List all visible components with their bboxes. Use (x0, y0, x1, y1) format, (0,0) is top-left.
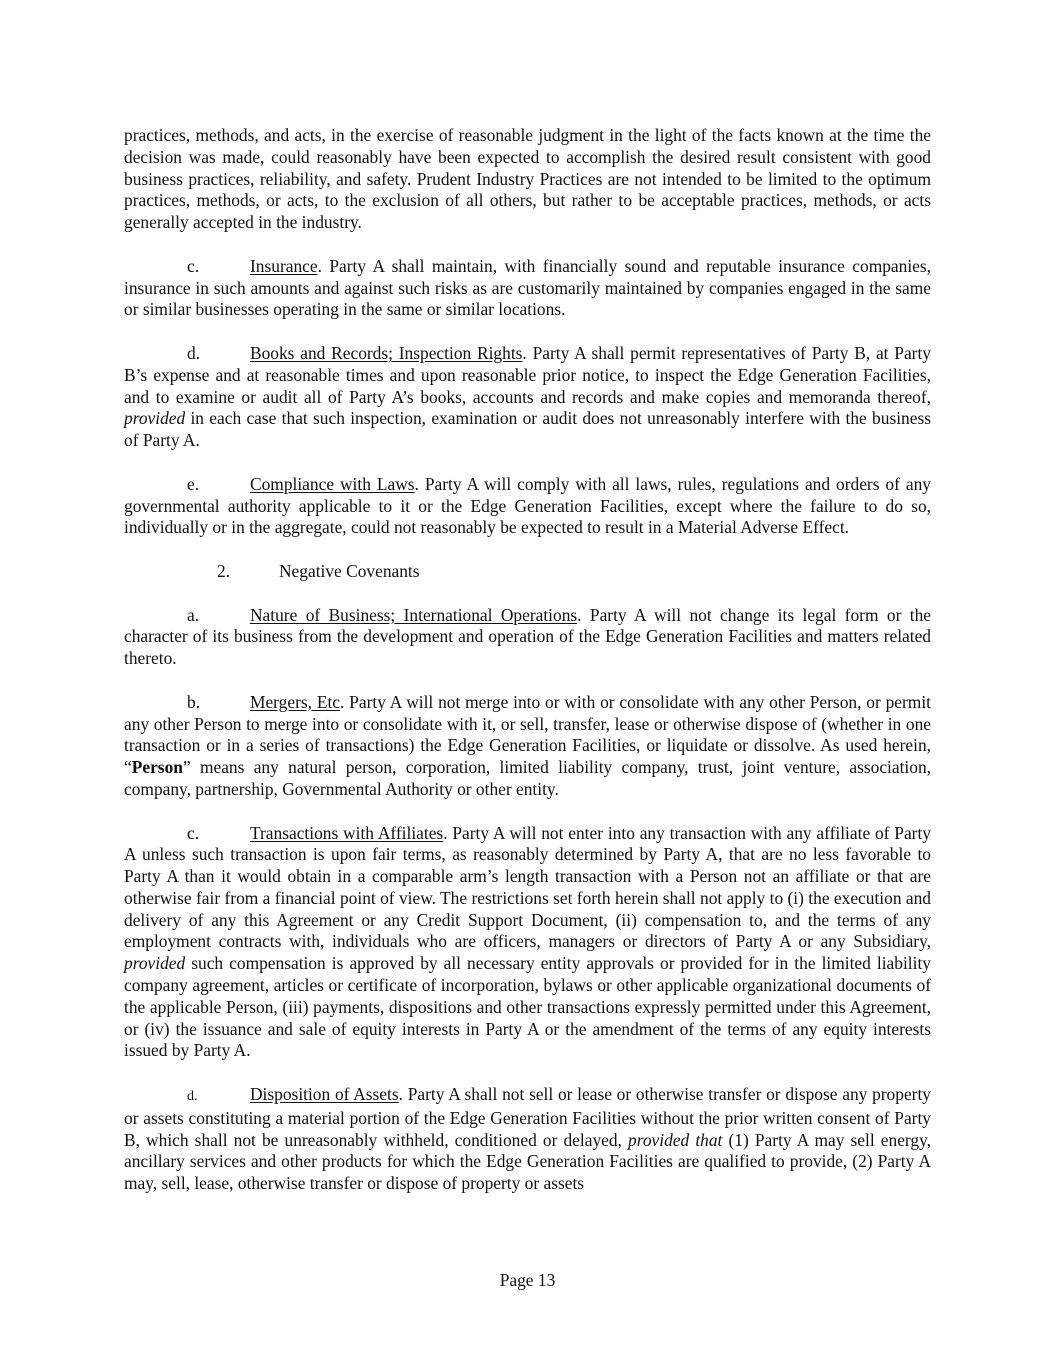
section-label: c. (187, 255, 200, 276)
section-text-continued: (1) Party A may sell energy, ancillary services and other products for which the Edge Generation Facilities are qualified to provide, (2) Party A may, sell, lease, otherwise transfer or dispose of property or assets (124, 1129, 932, 1194)
section-2b-mergers (124, 692, 931, 801)
paragraph-intro (124, 125, 931, 234)
paragraph-intro-text: practices, methods, and acts, in the exercise of reasonable judgment in the light of the facts known at the time the decision was made, could reasonably have been expected to accomplish the desired result consistent with good business practices, reliability, and safety. Prudent Industry Practices are not intended to be limited to the optimum practices, methods, or acts, to the exclusion of all others, but rather to be acceptable practices, methods, or acts generally accepted in the industry. (124, 125, 931, 233)
page-number: Page 13 (499, 1270, 556, 1290)
section-text-continued: ” means any natural person, corporation, limited liability company, trust, joint venture, association, company, partnership, Governmental Authority or other entity. (124, 757, 931, 799)
section-text: . Party A shall not sell or lease or otherwise transfer or dispose any property or assets constituting a material portion of the Edge Generation Facilities without the prior written consent of Party B, which shall not be unreasonably withheld, conditioned or delayed, (124, 1084, 931, 1150)
defined-term-person: Person (131, 757, 183, 778)
section-text-continued: such compensation is approved by all necessary entity approvals or provided for in the limited liability company agreement, articles or certificate of incorporation, bylaws or other applicable organizational documents of the applicable Person, (iii) payments, dispositions and other transactions expressly permitted under this Agreement, or (iv) the issuance and sale of equity interests in Party A or the amendment of the terms of any equity interests issued by Party A. (124, 953, 931, 1061)
section-label: d. (187, 342, 201, 363)
section-text: . Party A shall permit representatives of Party B, at Party B’s expense and at reasonable times and upon reasonable prior notice, to inspect the Edge Generation Facilities, and to examine or audit all of Party A’s books, accounts and records and make copies and memoranda thereof, (124, 342, 931, 407)
section-label: e. (187, 473, 200, 494)
page-footer (0, 1270, 1055, 1292)
section-text: . Party A shall maintain, with financially sound and reputable insurance companies, insurance in such amounts and against such risks as are customarily maintained by companies engaged in the same or similar businesses operating in the same or similar locations. (124, 255, 931, 320)
heading-title: Negative Covenants (279, 560, 420, 581)
section-2a-nature-of-business (124, 605, 931, 670)
section-title: Disposition of Assets (250, 1084, 399, 1105)
section-label: b. (187, 691, 201, 712)
section-title: Insurance (250, 255, 318, 276)
section-label: a. (187, 604, 200, 625)
section-1e-compliance (124, 474, 931, 539)
section-label: d. (187, 1089, 198, 1105)
section-title: Nature of Business; International Operations (250, 604, 578, 625)
section-text: . Party A will not enter into any transaction with any affiliate of Party A unless such transaction is upon fair terms, as reasonably determined by Party A, that are no less favorable to Party A than it would obtain in a comparable arm’s length transaction with a Person not an affiliate or that are otherwise fair from a financial point of view. The restrictions set forth herein shall not apply to (i) the execution and delivery of any this Agreement or any Credit Support Document, (ii) compensation to, and the terms of any employment contracts with, individuals who are officers, managers or directors of Party A or any Subsidiary, (124, 822, 931, 952)
section-emphasis: provided that (628, 1129, 723, 1150)
heading-number: 2. (217, 560, 231, 581)
section-title: Transactions with Affiliates (250, 822, 444, 843)
section-1d-books-records (124, 343, 931, 452)
section-text: . Party A will not change its legal form or the character of its business from the development and operation of the Edge Generation Facilities and matters related thereto. (124, 604, 931, 669)
section-title: Mergers, Etc (250, 691, 340, 712)
section-2-heading (124, 561, 931, 583)
section-emphasis: provided (124, 408, 186, 429)
section-emphasis: provided (124, 953, 186, 974)
section-text-continued: in each case that such inspection, examination or audit does not unreasonably interfere with the business of Party A. (124, 408, 931, 451)
section-2d-disposition-of-assets (124, 1084, 931, 1195)
section-title: Compliance with Laws (250, 473, 415, 494)
section-title: Books and Records; Inspection Rights (250, 342, 523, 363)
section-text: . Party A will comply with all laws, rules, regulations and orders of any governmental authority applicable to it or the Edge Generation Facilities, except where the failure to do so, individually or in the aggregate, could not reasonably be expected to result in a Material Adverse Effect. (124, 473, 931, 538)
document-page (124, 125, 931, 1195)
section-1c-insurance (124, 256, 931, 321)
section-2c-affiliates (124, 823, 931, 1063)
section-text: . Party A will not merge into or with or consolidate with any other Person, or permit any other Person to merge into or consolidate with it, or sell, transfer, lease or otherwise dispose of (whether in one transaction or in a series of transactions) the Edge Generation Facilities, or liquidate or dissolve. As used herein, “ (124, 691, 931, 778)
section-label: c. (187, 822, 200, 843)
